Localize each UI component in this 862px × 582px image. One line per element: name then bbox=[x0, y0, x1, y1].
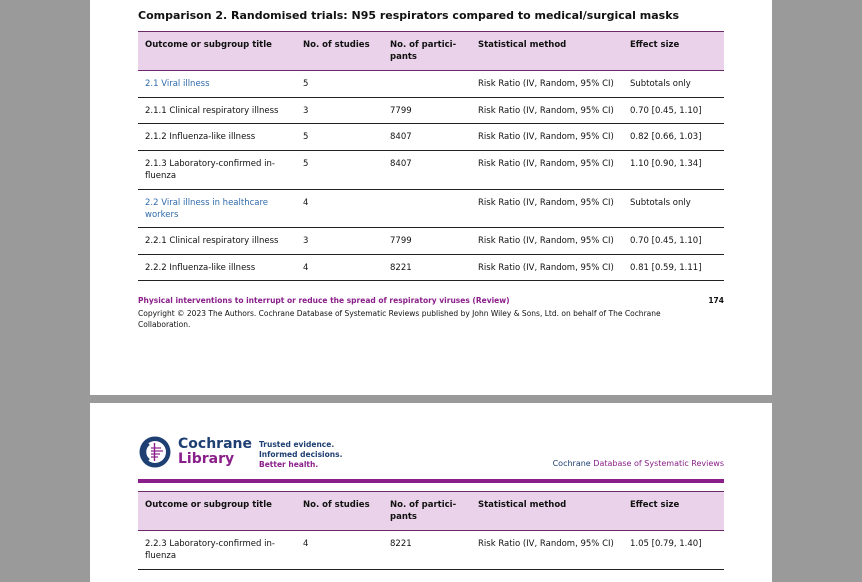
table-row bbox=[138, 124, 724, 151]
effect-cell: 1.05 [0.79, 1.40] bbox=[630, 539, 702, 549]
method-cell: Risk Ratio (IV, Random, 95% CI) bbox=[478, 236, 614, 246]
method-cell: Risk Ratio (IV, Random, 95% CI) bbox=[478, 198, 614, 208]
table-row bbox=[138, 151, 724, 190]
studies-cell: 5 bbox=[303, 159, 309, 169]
method-cell: Risk Ratio (IV, Random, 95% CI) bbox=[478, 79, 614, 89]
studies-cell: 3 bbox=[303, 236, 309, 246]
method-cell: Risk Ratio (IV, Random, 95% CI) bbox=[478, 132, 614, 142]
studies-cell: 4 bbox=[303, 539, 309, 549]
participants-cell: 8407 bbox=[390, 132, 412, 142]
effect-cell: 0.81 [0.59, 1.11] bbox=[630, 263, 702, 273]
analysis-table-continued bbox=[138, 491, 724, 570]
page-number: 174 bbox=[708, 296, 724, 305]
participants-cell: 8221 bbox=[390, 263, 412, 273]
header-effect: Effect size bbox=[630, 500, 680, 510]
effect-cell: Subtotals only bbox=[630, 198, 691, 208]
outcome-cell: 2.1.3 Laboratory-confirmed in-fluenza bbox=[145, 159, 275, 181]
table-row bbox=[138, 71, 724, 98]
effect-cell: Subtotals only bbox=[630, 79, 691, 89]
document-page-1 bbox=[90, 0, 772, 395]
studies-cell: 3 bbox=[303, 106, 309, 116]
effect-cell: 0.70 [0.45, 1.10] bbox=[630, 106, 702, 116]
studies-cell: 4 bbox=[303, 263, 309, 273]
method-cell: Risk Ratio (IV, Random, 95% CI) bbox=[478, 106, 614, 116]
table-header-row bbox=[138, 32, 724, 71]
participants-cell: 8221 bbox=[390, 539, 412, 549]
wordmark-line-1: Cochrane bbox=[178, 436, 252, 452]
header-method: Statistical method bbox=[478, 40, 567, 50]
header-studies: No. of studies bbox=[303, 500, 370, 510]
studies-cell: 5 bbox=[303, 132, 309, 142]
header-effect: Effect size bbox=[630, 40, 680, 50]
table-row bbox=[138, 255, 724, 281]
method-cell: Risk Ratio (IV, Random, 95% CI) bbox=[478, 539, 614, 549]
table-row bbox=[138, 98, 724, 124]
database-name-part-1: Cochrane bbox=[552, 459, 591, 468]
wordmark-line-2: Library bbox=[178, 451, 235, 467]
effect-cell: 0.70 [0.45, 1.10] bbox=[630, 236, 702, 246]
header-participants: No. of partici-pants bbox=[390, 40, 457, 62]
effect-cell: 1.10 [0.90, 1.34] bbox=[630, 159, 702, 169]
database-name bbox=[553, 459, 724, 468]
tagline-line-1: Trusted evidence. bbox=[259, 440, 335, 449]
header-outcome: Outcome or subgroup title bbox=[145, 500, 272, 510]
analysis-table bbox=[138, 31, 724, 281]
header-method: Statistical method bbox=[478, 500, 567, 510]
participants-cell bbox=[383, 71, 471, 98]
method-cell: Risk Ratio (IV, Random, 95% CI) bbox=[478, 263, 614, 273]
tagline-line-2: Informed decisions. bbox=[259, 450, 343, 459]
subgroup-link[interactable]: 2.2 Viral illness in healthcare workers bbox=[145, 198, 269, 220]
studies-cell: 4 bbox=[303, 198, 309, 208]
outcome-cell: 2.2.3 Laboratory-confirmed in-fluenza bbox=[145, 539, 275, 561]
outcome-cell: 2.2.1 Clinical respiratory illness bbox=[145, 236, 279, 246]
header-divider bbox=[138, 479, 724, 483]
participants-cell: 8407 bbox=[390, 159, 412, 169]
header-studies: No. of studies bbox=[303, 40, 370, 50]
review-title: Physical interventions to interrupt or reduce the spread of respiratory viruses (Review) bbox=[138, 296, 510, 305]
document-page-2 bbox=[90, 403, 772, 582]
outcome-cell: 2.1.1 Clinical respiratory illness bbox=[145, 106, 279, 116]
participants-cell: 7799 bbox=[390, 236, 412, 246]
effect-cell: 0.82 [0.66, 1.03] bbox=[630, 132, 702, 142]
cochrane-library-wordmark bbox=[178, 437, 252, 467]
header-participants: No. of partici-pants bbox=[390, 500, 457, 522]
database-name-part-2: Database of Systematic Reviews bbox=[593, 459, 724, 468]
tagline bbox=[259, 440, 342, 470]
studies-cell: 5 bbox=[303, 79, 309, 89]
comparison-title: Comparison 2. Randomised trials: N95 respirators compared to medical/surgical masks bbox=[138, 9, 680, 22]
copyright-notice: Copyright © 2023 The Authors. Cochrane Database of Systematic Reviews published by John Wiley & Sons, Ltd. on behalf of The Cochrane Collaboration. bbox=[138, 309, 661, 329]
cochrane-logo-icon bbox=[138, 435, 172, 469]
table-row bbox=[138, 228, 724, 255]
table-row bbox=[138, 531, 724, 570]
table-row bbox=[138, 190, 724, 228]
method-cell: Risk Ratio (IV, Random, 95% CI) bbox=[478, 159, 614, 169]
subgroup-link[interactable]: 2.1 Viral illness bbox=[145, 79, 210, 89]
outcome-cell: 2.2.2 Influenza-like illness bbox=[145, 263, 256, 273]
table-header-row bbox=[138, 492, 724, 531]
participants-cell: 7799 bbox=[390, 106, 412, 116]
outcome-cell: 2.1.2 Influenza-like illness bbox=[145, 132, 256, 142]
tagline-line-3: Better health. bbox=[259, 460, 319, 469]
participants-cell bbox=[383, 190, 471, 228]
header-outcome: Outcome or subgroup title bbox=[145, 40, 272, 50]
